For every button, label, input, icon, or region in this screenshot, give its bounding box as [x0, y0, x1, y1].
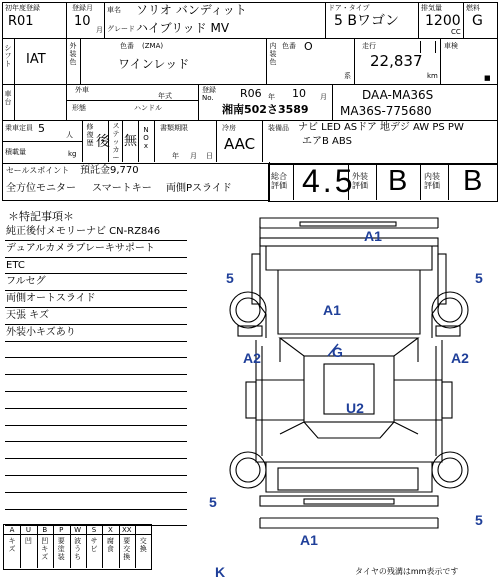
note-line: 両側オートスライド [6, 293, 96, 305]
col-line [216, 120, 217, 162]
legend-meaning: 要塗装 [57, 537, 65, 561]
legend-header: W [74, 526, 82, 534]
damage-left-side: A2 [243, 350, 261, 366]
interior-grade-value: B [463, 165, 483, 197]
grade-value: ハイブリッド MV [136, 21, 230, 35]
legend-divider [70, 524, 71, 568]
row-line [2, 38, 497, 39]
color-value: ワインレッド [118, 57, 190, 71]
first-reg-month: 10 [74, 14, 91, 29]
col-line [354, 38, 355, 84]
legend-header: P [59, 526, 64, 534]
reg-era: R06 [240, 87, 262, 100]
col-line [66, 38, 67, 84]
legend-divider [37, 524, 38, 568]
date-d: 日 [206, 152, 213, 160]
col-line [420, 164, 421, 200]
reg-label: 登録月 [72, 4, 93, 12]
legend-divider [102, 524, 103, 568]
sales-point-3: 両側Pスライド [166, 183, 232, 194]
registration-label: 登録No. [202, 86, 216, 102]
reg-month-unit: 月 [320, 93, 327, 101]
tire-front-left: 5 [226, 270, 234, 286]
col-line [266, 38, 267, 84]
shift-label: シフト [4, 44, 12, 68]
first-reg-label: 初年度登録 [5, 4, 40, 12]
car-diagram [200, 206, 496, 560]
exterior-grade-value: B [388, 165, 408, 197]
aircon-value: AAC [224, 135, 256, 153]
note-rule [5, 273, 187, 274]
col-line [463, 2, 464, 38]
repair-value: 後 [96, 134, 110, 150]
note-line: デュアルカメラブレーキサポート [6, 242, 155, 254]
col-line [154, 120, 155, 162]
note-rule [5, 324, 187, 325]
doors-value: 5 Bワゴン [334, 13, 399, 29]
load-label: 積載量 [5, 148, 26, 156]
date-m: 月 [190, 152, 197, 160]
note-line: ETC [6, 259, 25, 271]
legend-meaning: 腐食 [106, 537, 114, 553]
sales-point-2: スマートキー [92, 183, 152, 194]
note-line: フルセグ [6, 276, 46, 288]
equipment-value-2: エアB ABS [302, 136, 352, 147]
col-line [332, 84, 333, 120]
fuel-label: 燃料 [466, 4, 480, 12]
recycle-deposit: 預託金9,770 [80, 165, 139, 176]
legend-header: S [91, 526, 97, 534]
tire-front-right: 5 [475, 270, 483, 286]
legend-meaning: キズ [8, 537, 16, 553]
note-rule [5, 307, 187, 308]
col-line [325, 2, 326, 38]
legend-meaning: 凹 [24, 537, 32, 545]
row-line [66, 100, 198, 101]
legend-divider [135, 524, 136, 568]
docs-label: 書類期限 [160, 124, 188, 132]
damage-hood: A1 [323, 302, 341, 318]
row-line [2, 141, 82, 142]
interior-code: O [304, 40, 313, 53]
reg-year-unit: 年 [268, 93, 275, 101]
shift-value: IAT [26, 52, 46, 67]
sales-point-1: 全方位モニター [6, 183, 76, 194]
sales-point-label: セールスポイント [6, 166, 70, 175]
load-unit: kg [68, 150, 77, 158]
legend-header: XX [122, 526, 132, 534]
displacement-value: 1200 [425, 13, 461, 29]
outside-label: 外車 [75, 86, 89, 94]
displacement-unit: CC [451, 28, 461, 36]
notes-title: ＊特記事項＊ [8, 210, 74, 223]
col-line [376, 164, 377, 200]
damage-roof: U2 [346, 400, 364, 416]
note-rule [5, 425, 187, 426]
inspection-label: 車検 [444, 42, 458, 50]
car-name-label: 車名 [107, 6, 121, 14]
chassis-label: 車台 [4, 90, 12, 106]
mileage-label: 走行 [362, 42, 376, 50]
grade-label: グレード [107, 25, 135, 33]
note-rule [5, 240, 187, 241]
month-unit: 月 [96, 26, 103, 34]
interior-color-label: 内装色 [269, 42, 277, 66]
legend-meaning: サビ [90, 537, 98, 553]
note-line: 外装小キズあり [6, 326, 76, 338]
note-rule [5, 441, 187, 442]
sutekka-value: 無 [124, 134, 138, 149]
legend-header: X [107, 526, 113, 534]
sutekka-label: ステッカー [112, 122, 120, 162]
legend-divider [86, 524, 87, 568]
legend-meaning: 要交換 [123, 537, 131, 561]
col-line [262, 120, 263, 162]
note-rule [5, 492, 187, 493]
car-name: ソリオ バンディット [136, 3, 247, 17]
col-line [293, 164, 294, 200]
col-line [104, 2, 105, 38]
inspection-mark: ■ [484, 74, 491, 82]
note-rule [5, 257, 187, 258]
equipment-value: ナビ LED ASドア 地デジ AW PS PW [298, 122, 464, 133]
note-rule [5, 458, 187, 459]
legend-line [3, 534, 151, 535]
reg-month: 10 [292, 87, 306, 100]
handle-label: ハンドル [134, 104, 162, 112]
form-label: 形態 [72, 104, 86, 112]
exterior-color-label: 外装色 [69, 42, 77, 66]
note-rule [5, 357, 187, 358]
note-rule [5, 408, 187, 409]
tire-rear-left: 5 [209, 494, 217, 510]
year-model-label: 年式 [158, 92, 172, 100]
capacity-value: 5 [38, 122, 45, 135]
date-y: 年 [172, 152, 179, 160]
displacement-label: 排気量 [421, 4, 442, 12]
damage-front-bumper: A1 [364, 228, 382, 244]
first-reg-value: R01 [8, 14, 34, 29]
row-line [2, 120, 497, 121]
exterior-grade-label: 外装評価 [352, 172, 368, 190]
aircon-label: 冷房 [222, 124, 236, 132]
note-rule [5, 475, 187, 476]
legend-meaning: 凹キズ [41, 537, 49, 561]
legend-meaning: 波うち [74, 537, 82, 561]
col-line [14, 84, 15, 120]
col-line [448, 164, 449, 200]
legend-divider [20, 524, 21, 568]
damage-windshield: G [332, 344, 343, 360]
col-line [440, 38, 441, 84]
color-no-label: 色番 [120, 42, 134, 50]
legend-divider [53, 524, 54, 568]
legend-header: U [25, 526, 31, 534]
doors-label: ドア・タイプ [328, 4, 370, 12]
interior-grade-label: 内装評価 [424, 172, 440, 190]
note-line: 純正後付メモリーナビ CN-RZ846 [6, 226, 161, 237]
note-rule [5, 290, 187, 291]
capacity-label: 乗車定員 [5, 124, 33, 132]
capacity-unit: 人 [66, 131, 73, 139]
overall-grade-value: 4.5 [302, 163, 356, 199]
mileage-value: 22,837 [370, 52, 423, 70]
repair-label: 修復歴 [86, 123, 94, 147]
model-code: DAA-MA36S [362, 88, 434, 102]
interior-no-label: 色番 [282, 42, 296, 50]
legend-header: B [42, 526, 48, 534]
legend-divider [119, 524, 120, 568]
tire-rear-right: 5 [475, 512, 483, 528]
col-line [66, 2, 67, 38]
col-line [66, 84, 67, 120]
sub-label: 系 [344, 72, 351, 80]
col-line [80, 38, 81, 84]
note-line: 天張 キズ [6, 310, 49, 321]
mileage-unit: km [427, 72, 438, 80]
note-rule [5, 391, 187, 392]
color-code: (ZMA) [142, 42, 164, 50]
row-line [2, 84, 497, 85]
col-line [14, 38, 15, 84]
col-line [198, 84, 199, 120]
damage-right-side: A2 [451, 350, 469, 366]
frame-no: MA36S-775680 [340, 104, 432, 118]
legend-header: A [9, 526, 15, 534]
nox-label: NOx [143, 126, 149, 150]
col-line [122, 120, 123, 162]
footer-note: タイヤの残溝はmm表示です [355, 567, 459, 576]
damage-rear-bumper: A1 [300, 532, 318, 548]
registration-value: 湘南502さ3589 [222, 103, 309, 116]
fuel-value: G [472, 13, 483, 29]
equipment-label: 装備品 [268, 124, 289, 132]
col-line [418, 2, 419, 38]
note-rule [5, 374, 187, 375]
damage-bottom-mark: K [215, 564, 226, 580]
legend-meaning: 交換 [139, 537, 147, 553]
overall-grade-label: 総合評価 [271, 172, 287, 190]
note-rule [5, 509, 187, 510]
col-line [138, 120, 139, 162]
col-line [82, 120, 83, 162]
note-rule [5, 341, 187, 342]
